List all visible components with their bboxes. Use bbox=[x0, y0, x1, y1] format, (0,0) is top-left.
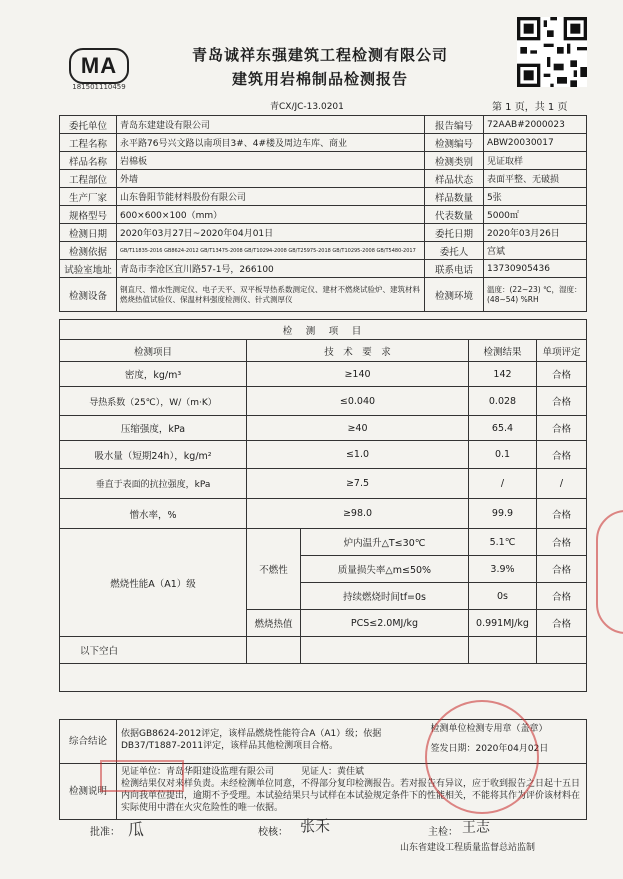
state-value: 表面平整、无破损 bbox=[484, 170, 587, 188]
section-title: 检 测 项 目 bbox=[60, 320, 587, 340]
sample-value: 岩棉板 bbox=[117, 152, 425, 170]
blank-note: 以下空白 bbox=[60, 637, 247, 664]
note-text: 检测结果仅对来样负责。未经检测单位同意，不得部分复印检测报告。若对报告有异议，应于收到报告之日起十五日内向我单位提出，逾期不予受理。本试验结果只与试样在本试验规定条件下的性能相关，不能将其作为评价该材料在实际使用中潜在火灾危险性的唯一依据。 bbox=[121, 779, 581, 813]
row-item: 密度，kg/m³ bbox=[60, 362, 247, 387]
note-label: 检测说明 bbox=[60, 764, 117, 820]
entruster-label: 委托人 bbox=[425, 242, 484, 260]
conclusion-text: 依据GB8624-2012评定，该样品燃烧性能符合A（A1）级；依据DB37/T1887-2011评定，该样品其他检测项目合格。 bbox=[117, 720, 427, 764]
table-row bbox=[60, 469, 587, 499]
seal-label: 检测单位检测专用章（盖章） bbox=[430, 724, 548, 734]
row-result: 0.028 bbox=[469, 387, 537, 416]
fire-evaluation: 合格 bbox=[537, 529, 587, 556]
header-result: 检测结果 bbox=[469, 340, 537, 362]
rep-value: 5000㎡ bbox=[484, 206, 587, 224]
heat-evaluation: 合格 bbox=[537, 610, 587, 637]
equip-value: 钢直尺、憎水性测定仪、电子天平、双平板导热系数测定仪、建材不燃烧试验炉、建筑材料燃烧热值试验仪、保温材料强度检测仪、针式测厚仪 bbox=[117, 278, 425, 312]
test-signature: 王志 bbox=[462, 820, 490, 836]
entrust-date-value: 2020年03月26日 bbox=[484, 224, 587, 242]
qty-value: 5张 bbox=[484, 188, 587, 206]
entruster-value: 宫斌 bbox=[484, 242, 587, 260]
client-label: 委托单位 bbox=[60, 116, 117, 134]
company-name: 青岛诚祥东强建筑工程检测有限公司 bbox=[191, 46, 448, 64]
row-item: 吸水量（短期24h），kg/m² bbox=[60, 441, 247, 469]
row-result: 142 bbox=[469, 362, 537, 387]
witness-line: 见证单位：青岛华阳建设监理有限公司 见证人：黄佳斌 bbox=[121, 767, 365, 777]
row-evaluation: / bbox=[537, 469, 587, 499]
document-number: 青CX/JC-13.0201 bbox=[270, 102, 344, 112]
date-value: 2020年03月27日~2020年04月01日 bbox=[117, 224, 425, 242]
fire-evaluation: 合格 bbox=[537, 583, 587, 610]
supervise-note: 山东省建设工程质量监督总站监制 bbox=[400, 843, 536, 853]
basis-label: 检测依据 bbox=[60, 242, 117, 260]
row-result: 99.9 bbox=[469, 499, 537, 529]
fire-requirement: 持续燃烧时间tf=0s bbox=[301, 583, 469, 610]
row-result: / bbox=[469, 469, 537, 499]
phone-label: 联系电话 bbox=[425, 260, 484, 278]
client-value: 青岛东建建设有限公司 bbox=[117, 116, 425, 134]
category-value: 见证取样 bbox=[484, 152, 587, 170]
equip-label: 检测设备 bbox=[60, 278, 117, 312]
test-label: 主检： bbox=[428, 827, 458, 838]
basis-value: GB/T11835-2016 GB8624-2012 GB/T13475-2008 GB/T10294-2008 GB/T25975-2018 GB/T10295-2008 GB/T5480-2017 bbox=[117, 242, 425, 260]
page-info: 第 1 页，共 1 页 bbox=[492, 102, 568, 113]
table-row bbox=[60, 416, 587, 441]
row-result: 0.1 bbox=[469, 441, 537, 469]
fire-result: 3.9% bbox=[469, 556, 537, 583]
header-evaluation: 单项评定 bbox=[537, 340, 587, 362]
row-result: 65.4 bbox=[469, 416, 537, 441]
maker-value: 山东鲁阳节能材料股份有限公司 bbox=[117, 188, 425, 206]
fire-result: 5.1℃ bbox=[469, 529, 537, 556]
check-signature: 张禾 bbox=[300, 817, 331, 835]
red-seal-box bbox=[100, 760, 184, 792]
maker-label: 生产厂家 bbox=[60, 188, 117, 206]
heat-result: 0.991MJ/kg bbox=[469, 610, 537, 637]
cma-mark: MA bbox=[80, 53, 118, 78]
row-item: 导热系数（25℃），W/（m·K） bbox=[60, 387, 247, 416]
row-evaluation: 合格 bbox=[537, 441, 587, 469]
table-row bbox=[60, 441, 587, 469]
cma-code: 181501110459 bbox=[72, 83, 126, 91]
fire-requirement: 质量损失率△m≤50% bbox=[301, 556, 469, 583]
table-row bbox=[60, 499, 587, 529]
approve-signature: 瓜 bbox=[128, 820, 145, 839]
info-table bbox=[59, 115, 587, 312]
row-item: 压缩强度，kPa bbox=[60, 416, 247, 441]
header-item: 检测项目 bbox=[60, 340, 247, 362]
project-label: 工程名称 bbox=[60, 134, 117, 152]
side-stamp-icon bbox=[596, 510, 623, 634]
spec-label: 规格型号 bbox=[60, 206, 117, 224]
row-requirement: ≥140 bbox=[247, 362, 469, 387]
project-value: 永平路76号兴文路以南项目3#、4#楼及周边车库、商业 bbox=[117, 134, 425, 152]
date-label: 检测日期 bbox=[60, 224, 117, 242]
address-label: 试验室地址 bbox=[60, 260, 117, 278]
table-row bbox=[60, 387, 587, 416]
red-stamp-icon bbox=[425, 700, 539, 814]
row-requirement: ≤1.0 bbox=[247, 441, 469, 469]
conclusion-label: 综合结论 bbox=[60, 720, 117, 764]
row-requirement: ≥7.5 bbox=[247, 469, 469, 499]
row-requirement: ≤0.040 bbox=[247, 387, 469, 416]
row-evaluation: 合格 bbox=[537, 416, 587, 441]
env-value: 温度：(22~23) ℃，湿度：(48~54) %RH bbox=[484, 278, 587, 312]
table-row bbox=[60, 362, 587, 387]
fire-item: 燃烧性能A（A1）级 bbox=[60, 529, 247, 637]
row-item: 憎水率，% bbox=[60, 499, 247, 529]
row-requirement: ≥40 bbox=[247, 416, 469, 441]
sign-date: 签发日期：2020年04月02日 bbox=[430, 744, 549, 754]
env-label: 检测环境 bbox=[425, 278, 484, 312]
heat-requirement: PCS≤2.0MJ/kg bbox=[301, 610, 469, 637]
fire-result: 0s bbox=[469, 583, 537, 610]
qty-label: 样品数量 bbox=[425, 188, 484, 206]
rep-label: 代表数量 bbox=[425, 206, 484, 224]
phone-value: 13730905436 bbox=[484, 260, 587, 278]
test-no-label: 检测编号 bbox=[425, 134, 484, 152]
category-label: 检测类别 bbox=[425, 152, 484, 170]
row-evaluation: 合格 bbox=[537, 362, 587, 387]
row-evaluation: 合格 bbox=[537, 499, 587, 529]
part-label: 工程部位 bbox=[60, 170, 117, 188]
check-label: 校核： bbox=[258, 827, 288, 838]
fire-requirement: 炉内温升△T≤30℃ bbox=[301, 529, 469, 556]
nonfire-label: 不燃性 bbox=[247, 529, 301, 610]
sample-label: 样品名称 bbox=[60, 152, 117, 170]
spec-value: 600×600×100（mm） bbox=[117, 206, 425, 224]
entrust-date-label: 委托日期 bbox=[425, 224, 484, 242]
report-no-label: 报告编号 bbox=[425, 116, 484, 134]
row-requirement: ≥98.0 bbox=[247, 499, 469, 529]
row-item: 垂直于表面的抗拉强度，kPa bbox=[60, 469, 247, 499]
results-table bbox=[59, 319, 587, 692]
address-value: 青岛市李沧区宜川路57-1号，266100 bbox=[117, 260, 425, 278]
row-evaluation: 合格 bbox=[537, 387, 587, 416]
heat-label: 燃烧热值 bbox=[247, 610, 301, 637]
part-value: 外墙 bbox=[117, 170, 425, 188]
header-requirement: 技 术 要 求 bbox=[247, 340, 469, 362]
report-title: 建筑用岩棉制品检测报告 bbox=[231, 70, 408, 88]
report-no-value: 72AAB#2000023 bbox=[484, 116, 587, 134]
qr-code-icon bbox=[517, 17, 587, 87]
state-label: 样品状态 bbox=[425, 170, 484, 188]
test-no-value: ABW20030017 bbox=[484, 134, 587, 152]
cma-logo bbox=[69, 48, 129, 84]
approve-label: 批准： bbox=[90, 827, 120, 838]
fire-evaluation: 合格 bbox=[537, 556, 587, 583]
